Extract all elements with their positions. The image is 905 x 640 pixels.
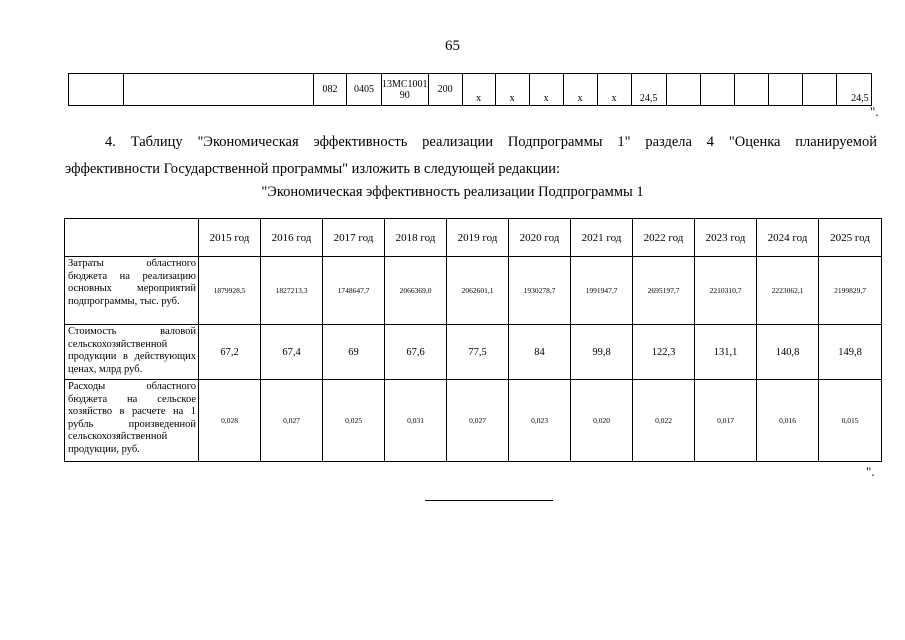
header-cell bbox=[65, 219, 199, 257]
amendment-paragraph bbox=[65, 129, 877, 183]
top-cell bbox=[768, 74, 802, 106]
header-cell: 2016 год bbox=[261, 219, 323, 257]
header-cell: 2024 год bbox=[757, 219, 819, 257]
top-cell bbox=[734, 74, 768, 106]
header-cell: 2025 год bbox=[819, 219, 882, 257]
top-cell: х bbox=[563, 74, 597, 106]
row-label: Затраты областного бюджета на реализацию основных мероприятий подпрограммы, тыс. руб. bbox=[65, 257, 199, 325]
value-cell: 2695197,7 bbox=[633, 257, 695, 325]
value-cell: 2210310,7 bbox=[695, 257, 757, 325]
value-cell: 2199829,7 bbox=[819, 257, 882, 325]
separator-line bbox=[425, 500, 553, 501]
header-cell: 2015 год bbox=[199, 219, 261, 257]
header-cell: 2021 год bbox=[571, 219, 633, 257]
efficiency-table bbox=[64, 218, 882, 462]
top-cell: 13МС1001 90 bbox=[382, 74, 429, 106]
row-label: Стоимость валовой сельскохозяйственной продукции в действующих ценах, млрд руб. bbox=[65, 325, 199, 380]
top-cell: х bbox=[462, 74, 495, 106]
value-cell: 131,1 bbox=[695, 325, 757, 380]
top-cell: 082 bbox=[314, 74, 347, 106]
value-cell: 2062601,1 bbox=[447, 257, 509, 325]
top-cell: 24,5 bbox=[631, 74, 666, 106]
value-cell: 0,027 bbox=[261, 380, 323, 462]
value-cell: 1879928,5 bbox=[199, 257, 261, 325]
value-cell: 140,8 bbox=[757, 325, 819, 380]
table-title: "Экономическая эффективность реализации Подпрограммы 1 bbox=[261, 184, 644, 200]
value-cell: 77,5 bbox=[447, 325, 509, 380]
table-row bbox=[65, 325, 882, 380]
value-cell: 0,022 bbox=[633, 380, 695, 462]
value-cell: 122,3 bbox=[633, 325, 695, 380]
top-cell bbox=[802, 74, 836, 106]
value-cell: 1930278,7 bbox=[509, 257, 571, 325]
top-cell: х bbox=[495, 74, 529, 106]
value-cell: 84 bbox=[509, 325, 571, 380]
value-cell: 69 bbox=[323, 325, 385, 380]
value-cell: 0,023 bbox=[509, 380, 571, 462]
value-cell: 2223062,1 bbox=[757, 257, 819, 325]
page-number: 65 bbox=[445, 38, 460, 54]
value-cell: 0,016 bbox=[757, 380, 819, 462]
header-cell: 2017 год bbox=[323, 219, 385, 257]
value-cell: 0,031 bbox=[385, 380, 447, 462]
value-cell: 0,028 bbox=[199, 380, 261, 462]
closing-quote: ". bbox=[866, 464, 875, 479]
top-cell: 200 bbox=[428, 74, 462, 106]
value-cell: 1827213,3 bbox=[261, 257, 323, 325]
value-cell: 0,027 bbox=[447, 380, 509, 462]
header-cell: 2018 год bbox=[385, 219, 447, 257]
value-cell: 99,8 bbox=[571, 325, 633, 380]
value-cell: 0,025 bbox=[323, 380, 385, 462]
top-cell bbox=[666, 74, 700, 106]
top-cell bbox=[700, 74, 734, 106]
header-cell: 2020 год bbox=[509, 219, 571, 257]
value-cell: 149,8 bbox=[819, 325, 882, 380]
value-cell: 0,020 bbox=[571, 380, 633, 462]
value-cell: 0,017 bbox=[695, 380, 757, 462]
table-row bbox=[65, 380, 882, 462]
header-row bbox=[65, 219, 882, 257]
value-cell: 2066369,0 bbox=[385, 257, 447, 325]
header-cell: 2019 год bbox=[447, 219, 509, 257]
top-cell: 0405 bbox=[347, 74, 382, 106]
header-cell: 2023 год bbox=[695, 219, 757, 257]
value-cell: 67,2 bbox=[199, 325, 261, 380]
continuation-table-row bbox=[68, 73, 872, 106]
table-row bbox=[65, 257, 882, 325]
value-cell: 67,4 bbox=[261, 325, 323, 380]
closing-quote: ". bbox=[870, 104, 879, 119]
top-cell bbox=[124, 74, 314, 106]
top-cell: 24,5 bbox=[836, 74, 871, 106]
top-cell: х bbox=[529, 74, 563, 106]
value-cell: 0,015 bbox=[819, 380, 882, 462]
paragraph-line: эффективности Государственной программы" изложить в следующей редакции: bbox=[65, 161, 561, 177]
top-cell bbox=[69, 74, 124, 106]
top-cell: х bbox=[597, 74, 631, 106]
value-cell: 67,6 bbox=[385, 325, 447, 380]
value-cell: 1991947,7 bbox=[571, 257, 633, 325]
value-cell: 1748647,7 bbox=[323, 257, 385, 325]
row-label: Расходы областного бюджета на сельское хозяйство в расчете на 1 рубль произведенной сельскохозяйственной продукции, руб. bbox=[65, 380, 199, 462]
header-cell: 2022 год bbox=[633, 219, 695, 257]
paragraph-line: 4. Таблицу "Экономическая эффективность реализации Подпрограммы 1" раздела 4 "Оценка планируемой bbox=[105, 134, 877, 150]
